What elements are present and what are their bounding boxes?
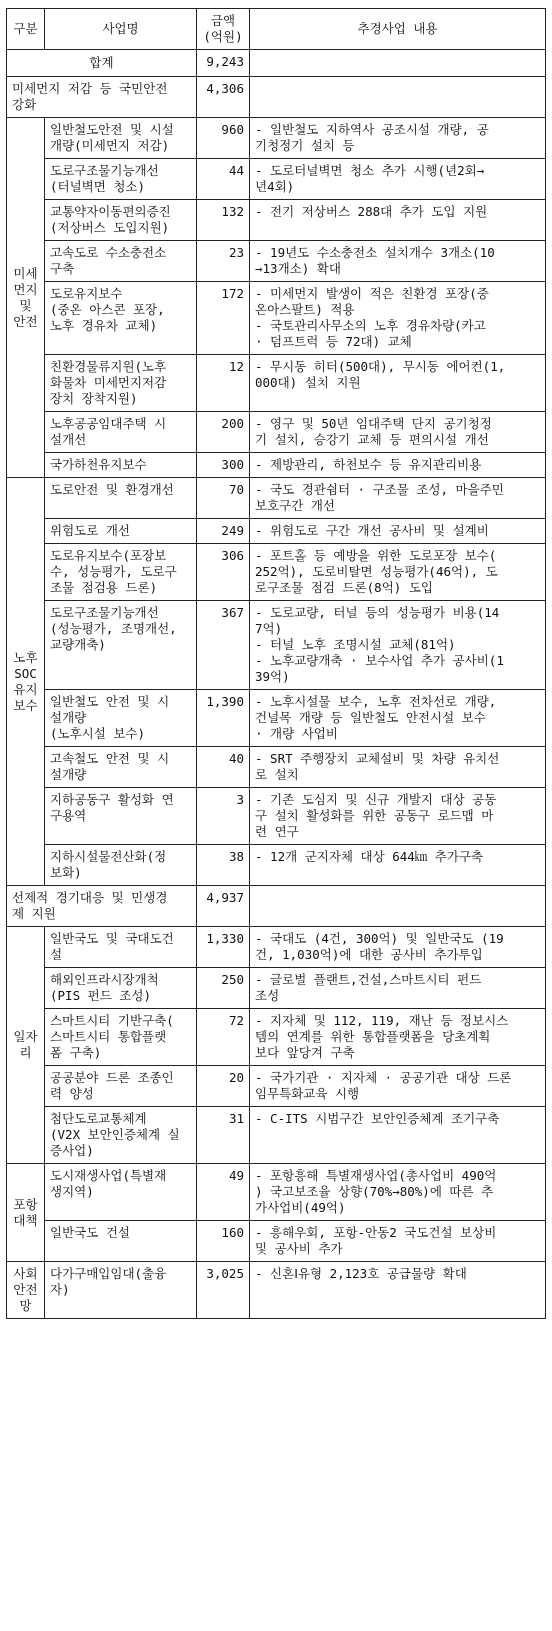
project-content: - 포트홀 등 예방을 위한 도로포장 보수( 252억), 도로비탈면 성능평가(46억), 도 로구조물 점검 드론(8억) 도입	[250, 544, 546, 601]
project-amount: 3	[197, 788, 250, 845]
section-row	[7, 77, 546, 118]
total-row	[7, 50, 546, 77]
project-content: - 무시동 히터(500대), 무시동 에어컨(1, 000대) 설치 지원	[250, 355, 546, 412]
project-name: 스마트시티 기반구축( 스마트시티 통합플랫 폼 구축)	[45, 1009, 197, 1066]
project-row	[7, 1262, 546, 1319]
project-name: 도로유지보수(포장보 수, 성능평가, 도로구 조물 점검용 드론)	[45, 544, 197, 601]
total-content	[250, 50, 546, 77]
project-row	[7, 118, 546, 159]
project-name: 일반국도 건설	[45, 1221, 197, 1262]
project-row	[7, 788, 546, 845]
project-content: - 국가기관 · 지자체 · 공공기관 대상 드론 임무특화교육 시행	[250, 1066, 546, 1107]
section-row	[7, 886, 546, 927]
project-amount: 132	[197, 200, 250, 241]
project-row	[7, 282, 546, 355]
project-amount: 250	[197, 968, 250, 1009]
project-content: - 전기 저상버스 288대 추가 도입 지원	[250, 200, 546, 241]
section-title: 선제적 경기대응 및 민생경 제 지원	[7, 886, 197, 927]
project-amount: 72	[197, 1009, 250, 1066]
project-name: 위험도로 개선	[45, 519, 197, 544]
project-content: - SRT 주행장치 교체설비 및 차량 유치선 로 설치	[250, 747, 546, 788]
project-name: 공공분야 드론 조종인 력 양성	[45, 1066, 197, 1107]
project-content: - 기존 도심지 및 신규 개발지 대상 공동 구 설치 활성화를 위한 공동구 로드맵 마 련 연구	[250, 788, 546, 845]
category-cell: 포항 대책	[7, 1164, 45, 1262]
project-name: 다가구매입임대(출융 자)	[45, 1262, 197, 1319]
section-content	[250, 77, 546, 118]
project-amount: 306	[197, 544, 250, 601]
project-content: - 미세먼지 발생이 적은 친환경 포장(중 온아스팔트) 적용 - 국토관리사무소의 노후 경유차량(카고 · 덤프트럭 등 72대) 교체	[250, 282, 546, 355]
project-row	[7, 747, 546, 788]
project-amount: 20	[197, 1066, 250, 1107]
project-content: - 도로터널벽면 청소 추가 시행(년2회→ 년4회)	[250, 159, 546, 200]
project-row	[7, 845, 546, 886]
project-amount: 3,025	[197, 1262, 250, 1319]
project-amount: 31	[197, 1107, 250, 1164]
category-cell: 사회 안전 망	[7, 1262, 45, 1319]
project-row	[7, 241, 546, 282]
header-content: 추경사업 내용	[250, 9, 546, 50]
project-name: 일반국도 및 국대도건 설	[45, 927, 197, 968]
project-row	[7, 1107, 546, 1164]
header-row	[7, 9, 546, 50]
project-amount: 172	[197, 282, 250, 355]
project-row	[7, 453, 546, 478]
project-amount: 200	[197, 412, 250, 453]
section-title: 미세먼지 저감 등 국민안전 강화	[7, 77, 197, 118]
project-name: 도로유지보수 (중온 아스콘 포장, 노후 경유차 교체)	[45, 282, 197, 355]
project-content: - 제방관리, 하천보수 등 유지관리비용	[250, 453, 546, 478]
project-content: - 국도 경관쉼터 · 구조물 조성, 마을주민 보호구간 개선	[250, 478, 546, 519]
project-row	[7, 1164, 546, 1221]
category-cell: 미세 먼지 및 안전	[7, 118, 45, 478]
project-amount: 23	[197, 241, 250, 282]
project-content: - 흥해우회, 포항-안동2 국도건설 보상비 및 공사비 추가	[250, 1221, 546, 1262]
project-row	[7, 478, 546, 519]
total-amount: 9,243	[197, 50, 250, 77]
project-name: 고속도로 수소충전소 구축	[45, 241, 197, 282]
project-amount: 40	[197, 747, 250, 788]
project-content: - 도로교량, 터널 등의 성능평가 비용(14 7억) - 터널 노후 조명시설 교체(81억) - 노후교량개축 · 보수사업 추가 공사비(1 39억)	[250, 601, 546, 690]
project-row	[7, 200, 546, 241]
category-cell: 일자 리	[7, 927, 45, 1164]
project-content: - 위험도로 구간 개선 공사비 및 설계비	[250, 519, 546, 544]
project-amount: 1,330	[197, 927, 250, 968]
project-row	[7, 927, 546, 968]
project-name: 일반철도안전 및 시설 개량(미세먼지 저감)	[45, 118, 197, 159]
project-amount: 12	[197, 355, 250, 412]
project-name: 도로안전 및 환경개선	[45, 478, 197, 519]
section-content	[250, 886, 546, 927]
project-row	[7, 159, 546, 200]
project-content: - 노후시설물 보수, 노후 전차선로 개량, 건널목 개량 등 일반철도 안전시설 보수 · 개량 사업비	[250, 690, 546, 747]
project-row	[7, 519, 546, 544]
project-name: 지하공동구 활성화 연 구용역	[45, 788, 197, 845]
project-name: 노후공공임대주택 시 설개선	[45, 412, 197, 453]
project-row	[7, 968, 546, 1009]
project-name: 일반철도 안전 및 시 설개량 (노후시설 보수)	[45, 690, 197, 747]
project-amount: 44	[197, 159, 250, 200]
project-content: - 지자체 및 112, 119, 재난 등 정보시스 템의 연계를 위한 통합플랫폼을 당초계획 보다 앞당겨 구축	[250, 1009, 546, 1066]
project-name: 국가하천유지보수	[45, 453, 197, 478]
project-name: 고속철도 안전 및 시 설개량	[45, 747, 197, 788]
project-name: 도로구조물기능개선 (터널벽면 청소)	[45, 159, 197, 200]
project-amount: 38	[197, 845, 250, 886]
total-label: 합계	[7, 50, 197, 77]
project-name: 교통약자이동편의증진 (저상버스 도입지원)	[45, 200, 197, 241]
project-row	[7, 1009, 546, 1066]
project-content: - 12개 군지자체 대상 644㎞ 추가구축	[250, 845, 546, 886]
project-name: 첨단도로교통체계 (V2X 보안인증체계 실 증사업)	[45, 1107, 197, 1164]
project-name: 지하시설물전산화(정 보화)	[45, 845, 197, 886]
header-category: 구분	[7, 9, 45, 50]
project-content: - 일반철도 지하역사 공조시설 개량, 공 기청정기 설치 등	[250, 118, 546, 159]
category-cell: 노후 SOC 유지 보수	[7, 478, 45, 886]
project-content: - 글로벌 플랜트,건설,스마트시티 펀드 조성	[250, 968, 546, 1009]
supplementary-budget-table	[6, 8, 546, 1319]
project-name: 도시재생사업(특별재 생지역)	[45, 1164, 197, 1221]
project-content: - 영구 및 50년 임대주택 단지 공기청정 기 설치, 승강기 교체 등 편의시설 개선	[250, 412, 546, 453]
header-amount: 금액 (억원)	[197, 9, 250, 50]
project-amount: 300	[197, 453, 250, 478]
project-amount: 160	[197, 1221, 250, 1262]
project-content: - 국대도 (4건, 300억) 및 일반국도 (19 건, 1,030억)에 대한 공사비 추가투입	[250, 927, 546, 968]
project-row	[7, 1066, 546, 1107]
project-row	[7, 601, 546, 690]
project-row	[7, 412, 546, 453]
project-content: - C-ITS 시범구간 보안인증체계 조기구축	[250, 1107, 546, 1164]
project-content: - 19년도 수소충전소 설치개수 3개소(10 →13개소) 확대	[250, 241, 546, 282]
project-amount: 49	[197, 1164, 250, 1221]
project-content: - 신혼Ⅰ유형 2,123호 공급물량 확대	[250, 1262, 546, 1319]
project-amount: 70	[197, 478, 250, 519]
project-name: 도로구조물기능개선 (성능평가, 조명개선, 교량개축)	[45, 601, 197, 690]
project-row	[7, 355, 546, 412]
project-row	[7, 1221, 546, 1262]
project-row	[7, 544, 546, 601]
project-amount: 960	[197, 118, 250, 159]
project-row	[7, 690, 546, 747]
project-name: 해외인프라시장개척 (PIS 펀드 조성)	[45, 968, 197, 1009]
project-content: - 포항흥해 특별재생사업(총사업비 490억 ) 국고보조율 상향(70%→80%)에 따른 추 가사업비(49억)	[250, 1164, 546, 1221]
project-amount: 367	[197, 601, 250, 690]
project-amount: 1,390	[197, 690, 250, 747]
project-amount: 249	[197, 519, 250, 544]
section-amount: 4,306	[197, 77, 250, 118]
header-project: 사업명	[45, 9, 197, 50]
project-name: 친환경물류지원(노후 화물차 미세먼지저감 장치 장착지원)	[45, 355, 197, 412]
section-amount: 4,937	[197, 886, 250, 927]
